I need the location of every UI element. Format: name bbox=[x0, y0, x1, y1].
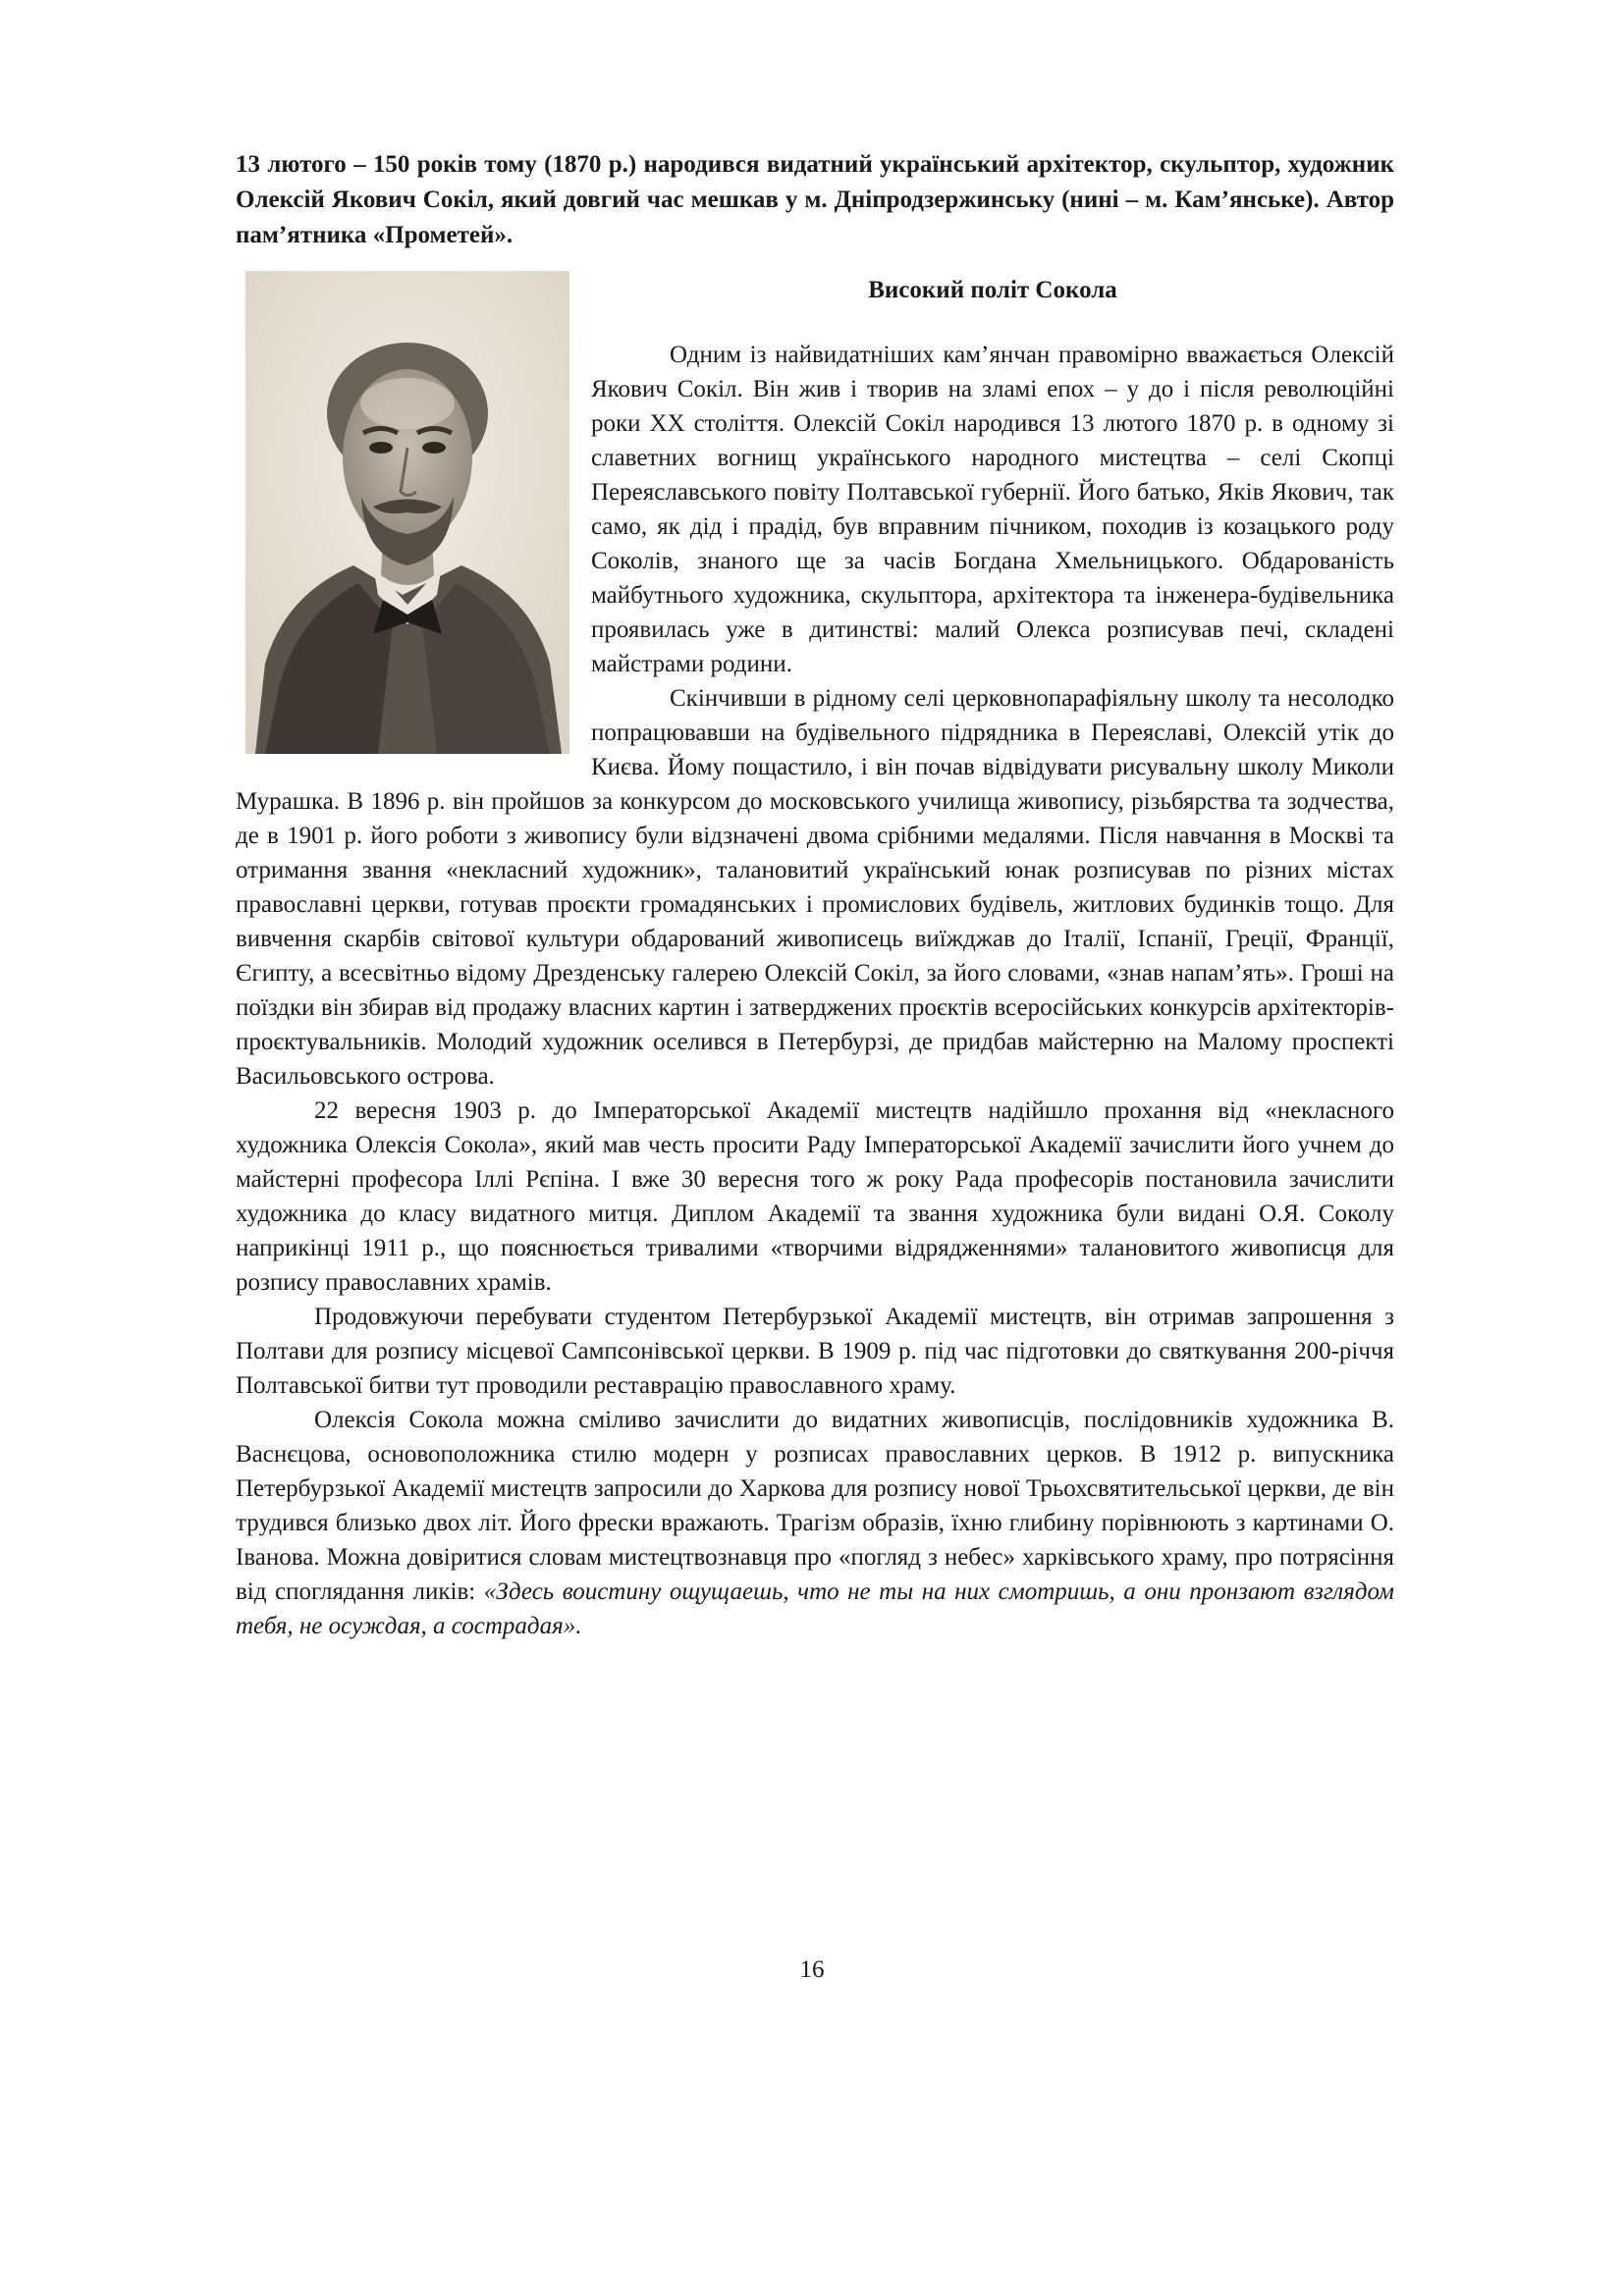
article-paragraph-4: Продовжуючи перебувати студентом Петербурзької Академії мистецтв, він отримав запрошення з Полтави для розпису місцевої Сампсонівської церкви. В 1909 р. під час підготовки до святкування 200-річчя Полтавської битви тут проводили реставрацію православного храму. bbox=[236, 1304, 1394, 1399]
article-title: Високий політ Сокола bbox=[868, 277, 1117, 303]
article-paragraph-2: Скінчивши в рідному селі церковнопарафіяльну школу та несолодко попрацювавши на будівельного підрядника в Переяславі, Олексій утік до Києва. Йому пощастило, і він почав відвідувати рисувальну школу Миколи Мурашка. В 1896 р. він пройшов за конкурсом до московського училища живопису, різьбярства та зодчества, де в 1901 р. його роботи з живопису були відзначені двома срібними медалями. Після навчання в Москві та отримання звання «некласний художник», талановитий український юнак розписував по різних містах православні церкви, готував проєкти громадянських і промислових будівель, житлових будинків тощо. Для вивчення скарбів світової культури обдарований живописець виїжджав до Італії, Іспанії, Греції, Франції, Єгипту, а всесвітньо відому Дрезденську галерею Олексій Сокіл, за його словами, «знав напам’ять». Гроші на поїздки він збирав від продажу власних картин і затверджених проєктів всеросійських конкурсів архітекторів-проєктувальників. Молодий художник оселився в Петербурзі, де придбав майстерню на Малому проспекті Васильовського острова. bbox=[236, 685, 1394, 1090]
article-paragraph-3: 22 вересня 1903 р. до Імператорської Академії мистецтв надійшло прохання від «некласного художника Олексія Сокола», який мав честь просити Раду Імператорської Академії зачислити його учнем до майстерні професора Іллі Рєпіна. І вже 30 вересня того ж року Рада професорів постановила зачислити художника до класу видатного митця. Диплом Академії та звання художника були видані О.Я. Соколу наприкінці 1911 р., що пояснюється тривалими «творчими відрядженнями» талановитого живописця для розпису православних храмів. bbox=[236, 1097, 1394, 1296]
document-page bbox=[236, 147, 1394, 1643]
intro-paragraph: 13 лютого – 150 років тому (1870 р.) народився видатний український архітектор, скульптор, художник Олексій Якович Сокіл, який довгий час мешкав у м. Дніпродзержинську (нині – м. Кам’янське). Автор пам’ятника «Прометей». bbox=[236, 151, 1394, 248]
quote-text: «Здесь воистину ощущаешь, что не ты на них смотришь, а они пронзают взглядом тебя, не осуждая, а сострадая». bbox=[236, 1578, 1394, 1639]
article-paragraph-5 bbox=[236, 1403, 1394, 1643]
portrait-photo bbox=[245, 271, 569, 754]
page-number: 16 bbox=[799, 1956, 825, 1983]
paragraph-5-text: Олексія Сокола можна сміливо зачислити до видатних живописців, послідовників художника В. Васнєцова, основоположника стилю модерн у розписах православних церков. В 1912 р. випускника Петербурзької Академії мистецтв запросили до Харкова для розпису нової Трьохсвятительської церкви, де він трудився близько двох літ. Його фрески вражають. Трагізм образів, їхню глибину порівнюють з картинами О. Іванова. Можна довіритися словам мистецтвознавця про «погляд з небес» харківського храму, про потрясіння від споглядання ликів: bbox=[236, 1407, 1394, 1605]
article-paragraph-1: Одним із найвидатніших кам’янчан правомірно вважається Олексій Якович Сокіл. Він жив і творив на зламі епох – у до і після революційні роки XX століття. Олексій Сокіл народився 13 лютого 1870 р. в одному зі славетних вогнищ українського народного мистецтва – селі Скопці Переяславського повіту Полтавської губернії. Його батько, Яків Якович, так само, як дід і прадід, був вправним пічником, походив із козацького роду Соколів, знаного ще за часів Богдана Хмельницького. Обдарованість майбутнього художника, скульптора, архітектора та інженера-будівельника проявилась уже в дитинстві: малий Олекса розписував печі, складені майстрами родини. bbox=[591, 342, 1394, 677]
